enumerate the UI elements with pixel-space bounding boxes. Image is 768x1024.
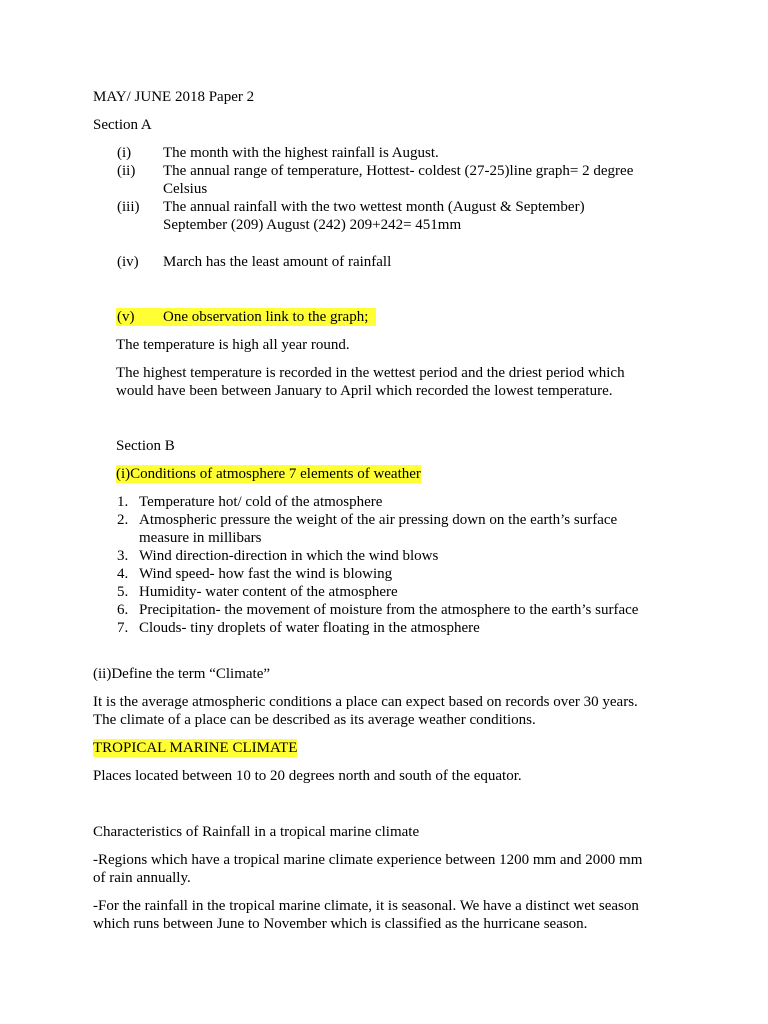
item-number: (i) xyxy=(117,145,132,161)
list-number: 2. xyxy=(117,512,129,528)
list-number: 3. xyxy=(117,548,129,564)
list-number: 5. xyxy=(117,584,129,600)
location-text: Places located between 10 to 20 degrees north and south of the equator. xyxy=(93,768,522,784)
section-a-heading: Section A xyxy=(93,117,152,133)
rainfall-p2-line-2: which runs between June to November which is classified as the hurricane season. xyxy=(93,916,588,932)
item-number: (v) xyxy=(117,309,135,325)
rainfall-p1-line-1: -Regions which have a tropical marine climate experience between 1200 mm and 2000 mm xyxy=(93,852,643,868)
item-number: (iii) xyxy=(117,199,140,215)
list-item: Precipitation- the movement of moisture from the atmosphere to the earth’s surface xyxy=(139,602,639,618)
list-number: 4. xyxy=(117,566,129,582)
list-number: 6. xyxy=(117,602,129,618)
rainfall-p1-line-2: of rain annually. xyxy=(93,870,191,886)
item-text: The month with the highest rainfall is August. xyxy=(163,145,439,161)
item-text: The annual range of temperature, Hottest- coldest (27-25)line graph= 2 degree xyxy=(163,163,634,179)
item-text-highlighted: One observation link to the graph; xyxy=(163,309,369,325)
item-number: (ii) xyxy=(117,163,136,179)
list-item: Wind direction-direction in which the wind blows xyxy=(139,548,439,564)
climate-definition-line-2: The climate of a place can be described as its average weather conditions. xyxy=(93,712,536,728)
list-number: 7. xyxy=(117,620,129,636)
doc-title: MAY/ JUNE 2018 Paper 2 xyxy=(93,89,255,105)
tropical-marine-heading: TROPICAL MARINE CLIMATE xyxy=(93,740,298,756)
list-item: Humidity- water content of the atmosphere xyxy=(139,584,398,600)
climate-definition-line-1: It is the average atmospheric conditions a place can expect based on records over 30 years. xyxy=(93,694,638,710)
observation-2-line-2: would have been between January to April which recorded the lowest temperature. xyxy=(116,383,613,399)
define-climate-heading: (ii)Define the term “Climate” xyxy=(93,666,271,682)
item-text: March has the least amount of rainfall xyxy=(163,254,392,270)
rainfall-p2-line-1: -For the rainfall in the tropical marine climate, it is seasonal. We have a distinct wet season xyxy=(93,898,639,914)
list-item: Atmospheric pressure the weight of the air pressing down on the earth’s surface xyxy=(139,512,618,528)
list-item: measure in millibars xyxy=(139,530,262,546)
observation-1: The temperature is high all year round. xyxy=(116,337,350,353)
item-text: The annual rainfall with the two wettest month (August & September) xyxy=(163,199,585,215)
section-b-heading: Section B xyxy=(116,438,175,454)
observation-2-line-1: The highest temperature is recorded in the wettest period and the driest period which xyxy=(116,365,625,381)
list-number: 1. xyxy=(117,494,129,510)
list-item: Wind speed- how fast the wind is blowing xyxy=(139,566,393,582)
section-b-subheading: (i)Conditions of atmosphere 7 elements of weather xyxy=(116,466,421,482)
list-item: Clouds- tiny droplets of water floating in the atmosphere xyxy=(139,620,480,636)
item-text: Celsius xyxy=(163,181,208,197)
item-text: September (209) August (242) 209+242= 451mm xyxy=(163,217,462,233)
list-item: Temperature hot/ cold of the atmosphere xyxy=(139,494,383,510)
item-number: (iv) xyxy=(117,254,139,270)
rainfall-heading: Characteristics of Rainfall in a tropical marine climate xyxy=(93,824,420,840)
